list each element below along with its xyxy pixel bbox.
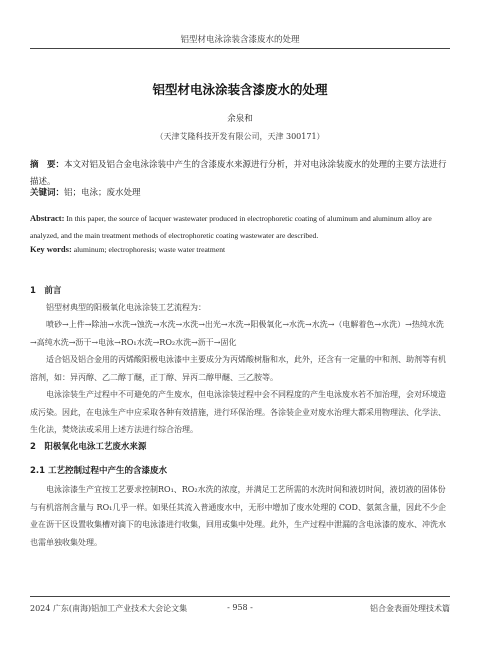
section-2-heading: 2 阳极氧化电泳工艺废水来源 bbox=[30, 442, 147, 452]
abstract-en-label: Abstract: bbox=[30, 213, 65, 223]
keywords-en bbox=[30, 244, 450, 254]
section-2-1-paragraph-1: 电泳涂漆生产宜按工艺要求控制RO₁、RO₂水洗的浓度，并满足工艺所需的水洗时间和液切时间，液切液的固体份与有机溶剂含量与 RO₁几乎一样。如果任其流入普通废水中，无形中增加了废水处理的 COD、氨氮含量，因此不少企业在沥干区设置收集槽对滴下的电泳漆进行收集，回用或集中处理。此外，生产过程中泄漏的含电泳漆的废水、冲洗水也需单独收集处理。 bbox=[30, 485, 446, 547]
keywords-cn-label: 关键词： bbox=[30, 188, 65, 198]
footer-proceedings: 2024 广东(南海)铝加工产业技术大会论文集 bbox=[30, 604, 188, 613]
abstract-en-text: In this paper, the source of lacquer wastewater produced in electrophoretic coating of aluminum and aluminum alloy are analyzed, and the main treatment methods of electrophoretic coating wastewater are described. bbox=[30, 214, 432, 240]
affiliation: （天津艾隆科技开发有限公司，天津 300171） bbox=[155, 132, 325, 141]
section-2-1-heading: 2.1 工艺控制过程中产生的含漆废水 bbox=[30, 466, 168, 476]
section-1-paragraph-1: 铝型材典型的阳极氧化电泳涂装工艺流程为： bbox=[46, 303, 206, 312]
author: 余泉和 bbox=[227, 114, 253, 124]
footer-section: 铝合金表面处理技术篇 bbox=[370, 604, 450, 613]
section-1-paragraph-4: 电泳涂装生产过程中不可避免的产生废水，但电泳涂装过程中会不同程度的产生电泳废水若不加治理，会对环境造成污染。因此，在电泳生产中应采取各种有效措施，进行环保治理。各涂装企业对废水治理大都采用物理法、化学法、生化法，焚烧法或采用上述方法进行综合治理。 bbox=[30, 390, 446, 434]
abstract-en bbox=[30, 210, 450, 244]
page-number: - 958 - bbox=[227, 603, 253, 612]
keywords-cn bbox=[30, 186, 450, 198]
keywords-cn-text: 铝；电泳；废水处理 bbox=[64, 188, 141, 198]
section-1-heading: 1 前言 bbox=[30, 286, 62, 296]
keywords-en-text: aluminum; electrophoresis; waste water treatment bbox=[73, 245, 226, 254]
header-rule bbox=[30, 48, 450, 49]
section-1-paragraph-3: 适合铝及铝合金用的丙烯酸阳极电泳漆中主要成分为丙烯酸树脂和水，此外，还含有一定量的中和剂、助剂等有机溶剂，如：异丙醇、乙二醇丁醚，正丁醇、异丙二醇甲醚、三乙胺等。 bbox=[30, 355, 446, 382]
section-1-paragraph-2: 喷砂→上件→除油→水洗→蚀洗→水洗→水洗→出光→水洗→阳极氧化→水洗→水洗→（电解着色→水洗）→热纯水洗→高纯水洗→沥干→电泳→RO₁水洗→RO₂水洗→沥干→固化 bbox=[30, 320, 444, 347]
footer-rule bbox=[30, 596, 450, 597]
abstract-cn-text: 本文对铝及铝合金电泳涂装中产生的含漆废水来源进行分析，并对电泳涂装废水的处理的主要方法进行描述。 bbox=[30, 160, 447, 187]
abstract-cn-label: 摘 要： bbox=[30, 160, 65, 170]
paper-title: 铝型材电泳涂装含漆废水的处理 bbox=[152, 82, 328, 97]
running-header: 铝型材电泳涂装含漆废水的处理 bbox=[180, 35, 300, 45]
keywords-en-label: Key words: bbox=[30, 244, 72, 254]
